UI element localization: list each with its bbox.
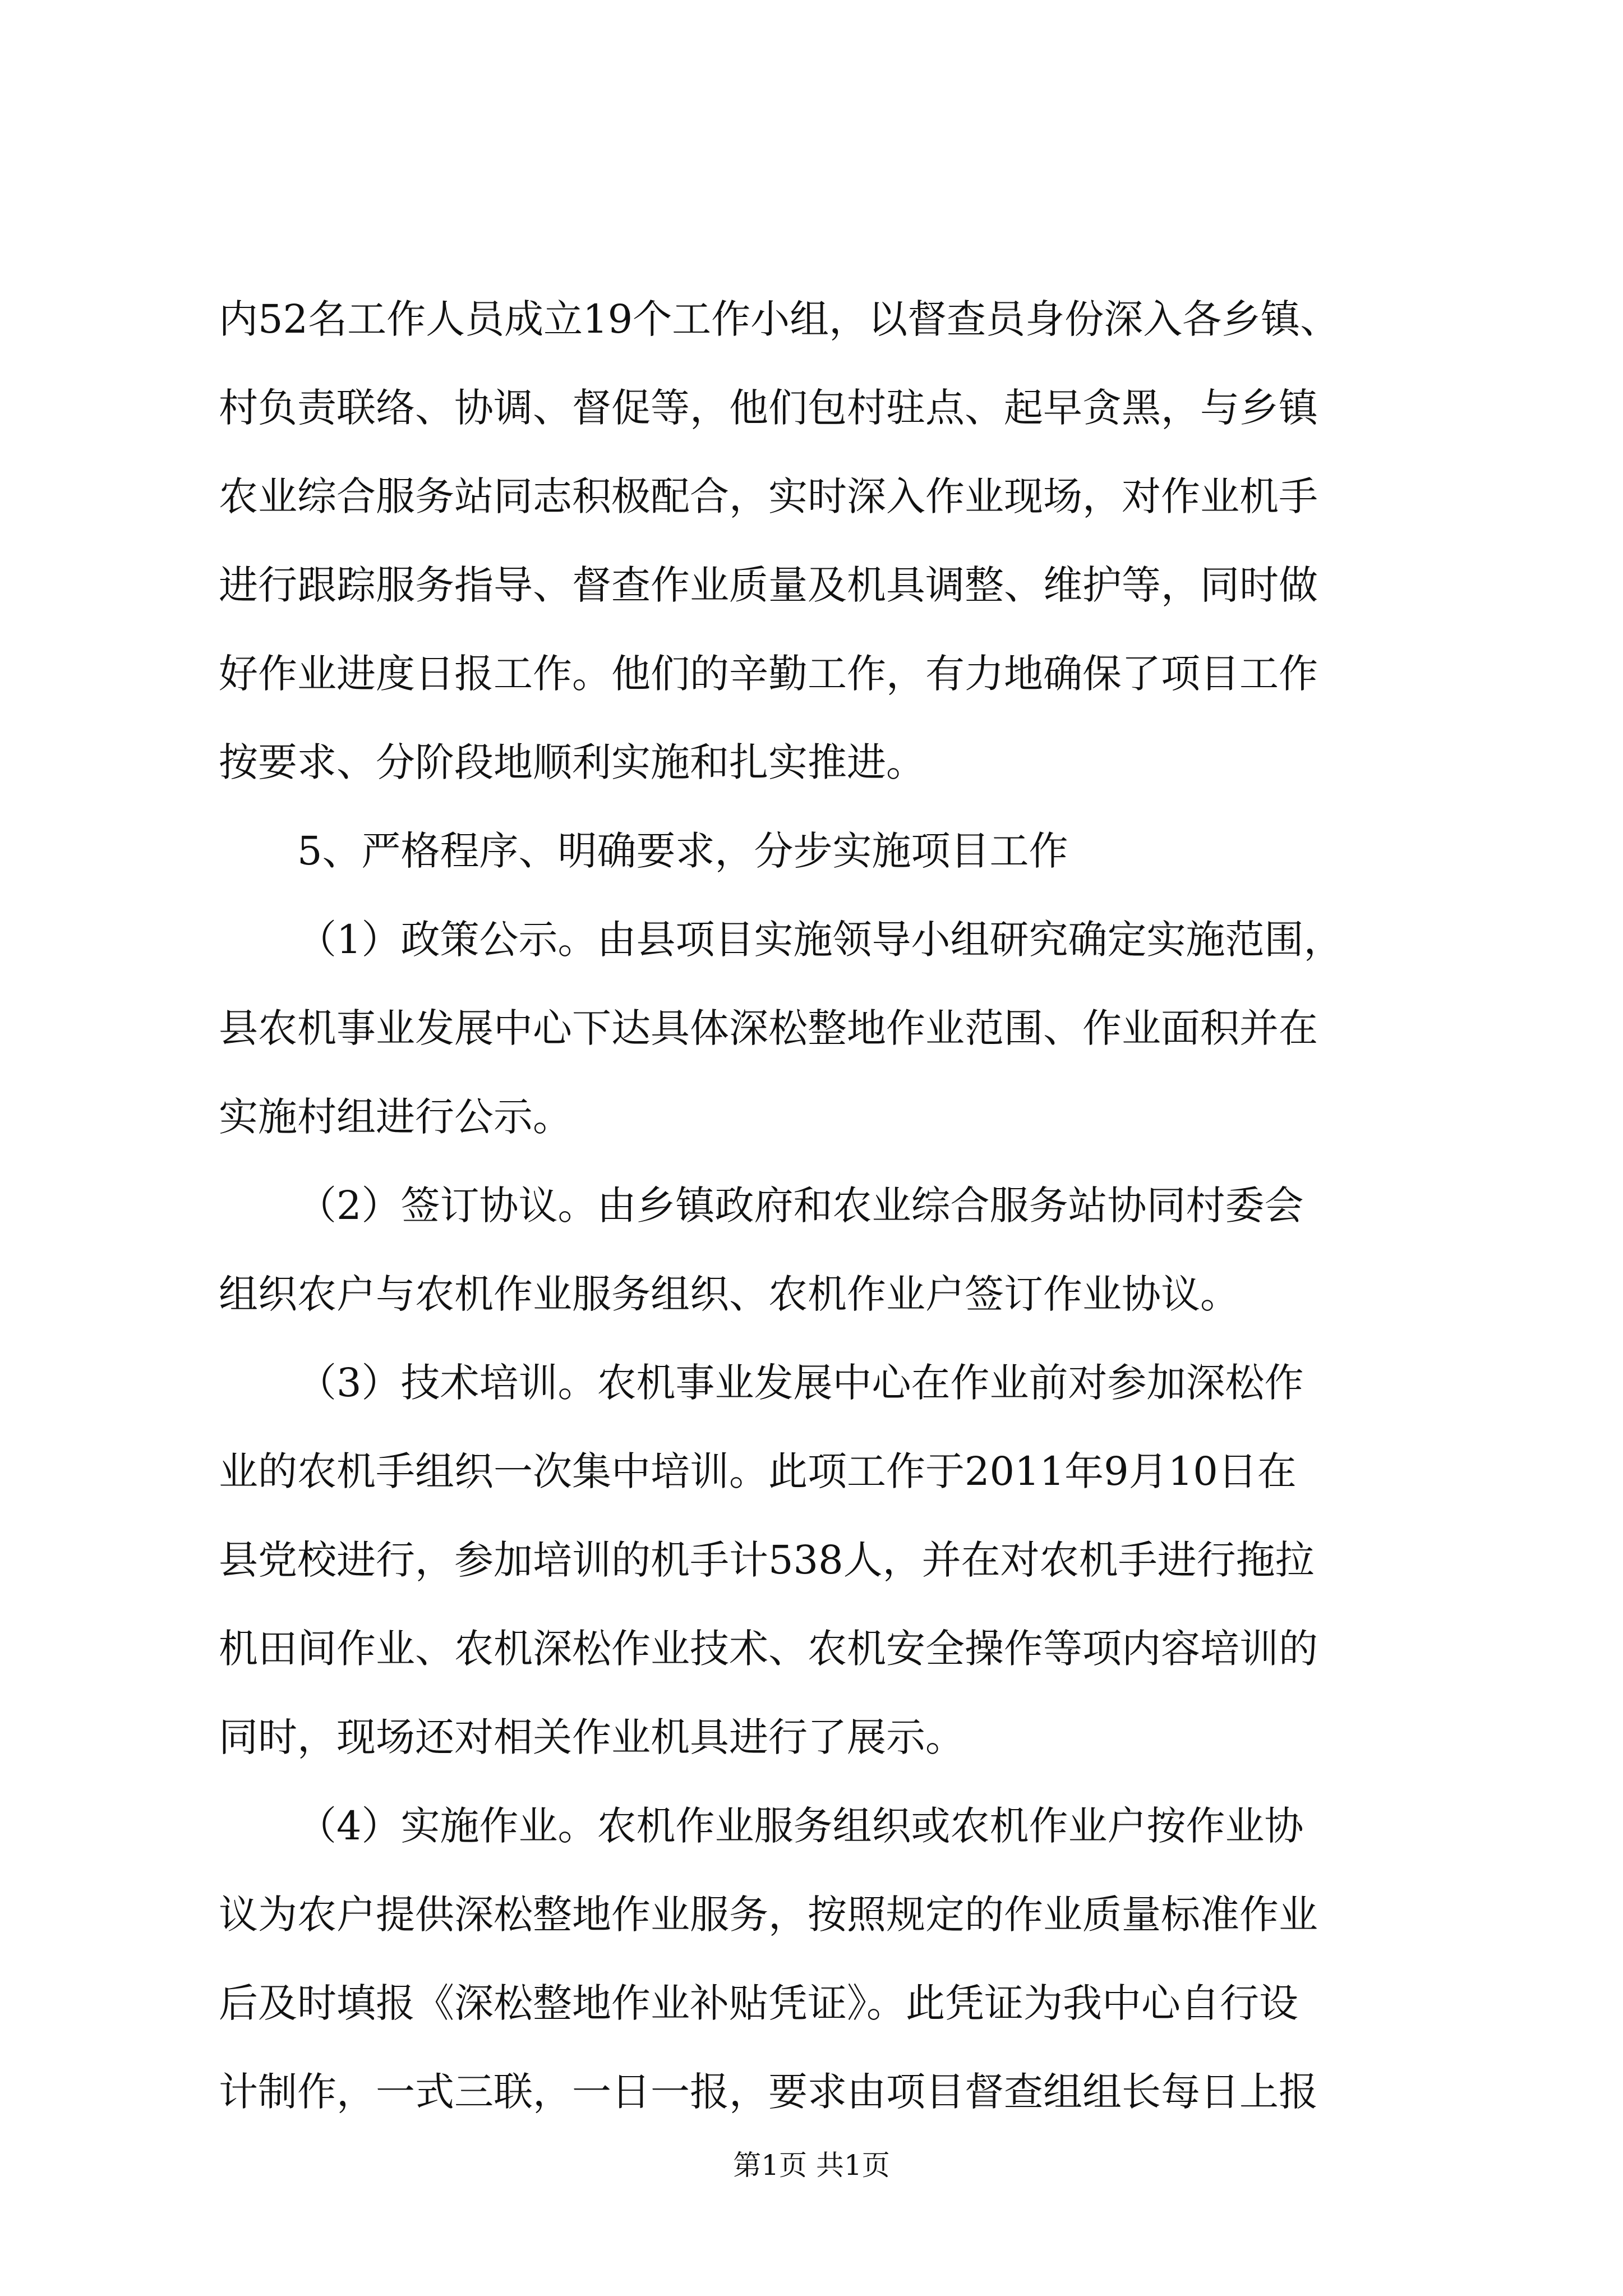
text-line-14: 业的农机手组织一次集中培训。此项工作于2011年9月10日在 (219, 1448, 1297, 1494)
text-line-8: （1）政策公示。由县项目实施领导小组研究确定实施范围， (297, 917, 1343, 963)
text-line-19: 议为农户提供深松整地作业服务，按照规定的作业质量标准作业 (219, 1892, 1318, 1938)
text-line-20: 后及时填报《深松整地作业补贴凭证》。此凭证为我中心自行设 (219, 1980, 1298, 2026)
text-line-1: 内52名工作人员成立19个工作小组，以督查员身份深入各乡镇、 (219, 296, 1340, 342)
text-line-15: 县党校进行，参加培训的机手计538人，并在对农机手进行拖拉 (219, 1537, 1315, 1583)
page-number: 第1页 共1页 (733, 2149, 890, 2182)
text-line-9: 县农机事业发展中心下达具体深松整地作业范围、作业面积并在 (219, 1005, 1318, 1051)
text-line-4: 进行跟踪服务指导、督查作业质量及机具调整、维护等，同时做 (219, 562, 1318, 608)
text-line-5: 好作业进度日报工作。他们的辛勤工作，有力地确保了项目工作 (219, 651, 1318, 697)
text-line-6: 按要求、分阶段地顺利实施和扎实推进。 (219, 739, 925, 785)
text-line-16: 机田间作业、农机深松作业技术、农机安全操作等项内容培训的 (219, 1626, 1318, 1672)
text-line-10: 实施村组进行公示。 (219, 1094, 572, 1140)
text-line-12: 组织农户与农机作业服务组织、农机作业户签订作业协议。 (219, 1271, 1239, 1317)
document-body (219, 275, 1441, 2136)
page-footer (0, 2146, 1623, 2185)
text-line-11: （2）签订协议。由乡镇政府和农业综合服务站协同村委会 (297, 1182, 1304, 1228)
text-line-3: 农业综合服务站同志积极配合，实时深入作业现场，对作业机手 (219, 473, 1318, 519)
text-line-18: （4）实施作业。农机作业服务组织或农机作业户按作业协 (297, 1803, 1304, 1849)
text-line-21: 计制作，一式三联，一日一报，要求由项目督查组组长每日上报 (219, 2069, 1318, 2115)
text-line-2: 村负责联络、协调、督促等，他们包村驻点、起早贪黑，与乡镇 (219, 385, 1318, 431)
text-line-17: 同时，现场还对相关作业机具进行了展示。 (219, 1714, 965, 1760)
text-line-13: （3）技术培训。农机事业发展中心在作业前对参加深松作 (297, 1360, 1304, 1406)
section-heading-5: 5、严格程序、明确要求，分步实施项目工作 (297, 828, 1068, 874)
